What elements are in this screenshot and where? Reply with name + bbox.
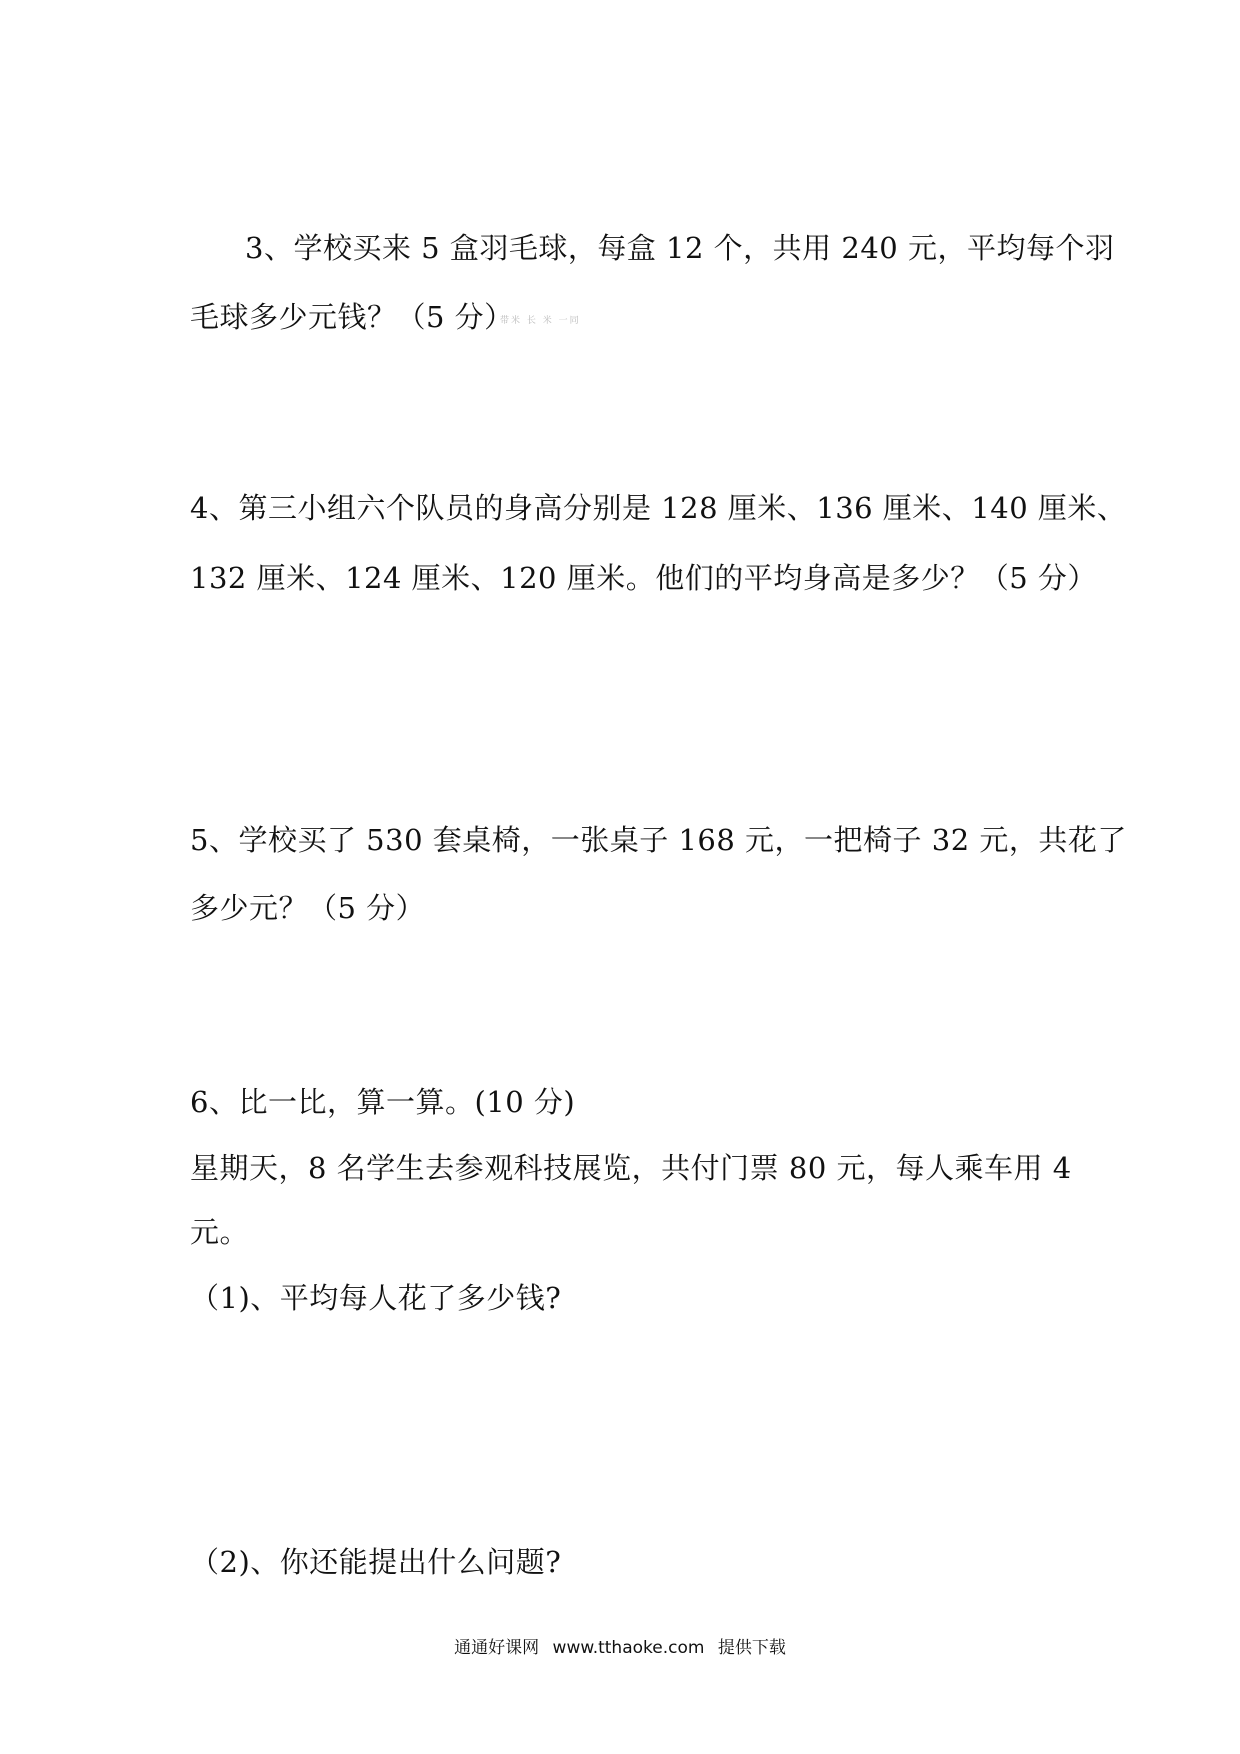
footer-suffix: 提供下载: [717, 1638, 786, 1658]
question-6-line-1: 星期天，8 名学生去参观科技展览，共付门票 80 元，每人乘车用 4: [190, 1151, 1072, 1185]
question-6-title: 6、比一比，算一算。(10 分): [190, 1085, 576, 1119]
question-4-line-1: 4、第三小组六个队员的身高分别是 128 厘米、136 厘米、140 厘米、: [190, 491, 1127, 525]
question-6-sub-2: （2)、你还能提出什么问题?: [190, 1545, 562, 1579]
faint-note: 带米 长 米 一同: [500, 316, 581, 326]
question-6-sub-1: （1)、平均每人花了多少钱?: [190, 1281, 562, 1315]
page-footer: [0, 1633, 1240, 1658]
question-5-line-2: 多少元？（5 分）: [190, 891, 426, 925]
question-3-line-2: 毛球多少元钱？（5 分）: [190, 300, 514, 334]
question-6-line-2: 元。: [190, 1215, 250, 1249]
footer-site-name: 通通好课网: [454, 1638, 540, 1658]
question-3-line-1: 3、学校买来 5 盒羽毛球，每盒 12 个，共用 240 元，平均每个羽: [245, 231, 1115, 265]
footer-url[interactable]: www.tthaoke.com: [552, 1638, 705, 1658]
question-4-line-2: 132 厘米、124 厘米、120 厘米。他们的平均身高是多少？（5 分）: [190, 561, 1097, 595]
question-5-line-1: 5、学校买了 530 套桌椅，一张桌子 168 元，一把椅子 32 元，共花了: [190, 823, 1127, 857]
